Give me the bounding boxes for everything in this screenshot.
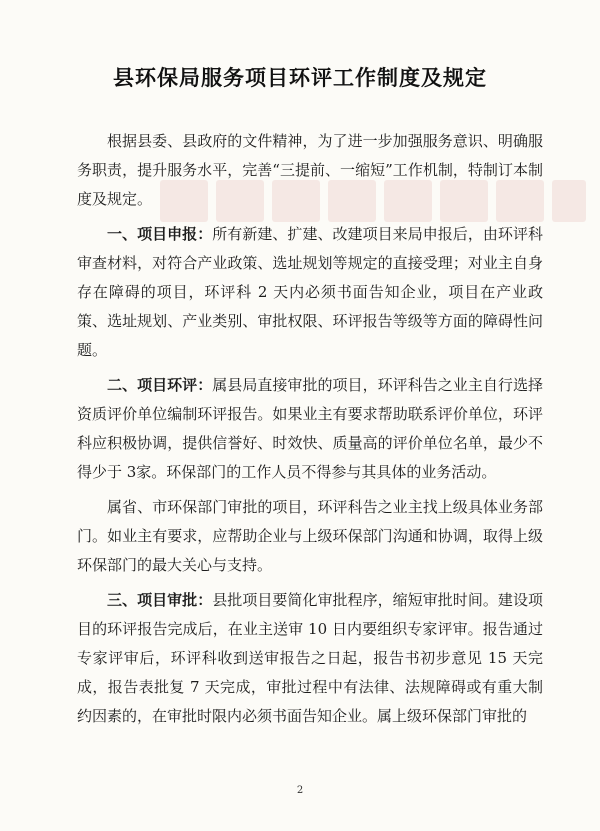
paragraph-text: 县批项目要简化审批程序，缩短审批时间。建设项目的环评报告完成后，在业主送审 10 日内要组织专家评审。报告通过专家评审后，环评科收到送审报告之日起，报告书初步意见 15 天完成，报告表批复 7 天完成，审批过程中有法律、法规障碍或有重大制约因素的，在审批时限内必须书面告知企业。属上级环保部门审批的 [77, 591, 543, 725]
paragraph-text: 属省、市环保部门审批的项目，环评科告之业主找上级具体业务部门。如业主有要求，应帮助企业与上级环保部门沟通和协调，取得上级环保部门的最大关心与支持。 [77, 498, 543, 574]
section-heading: 一、项目申报： [107, 225, 213, 243]
page-number: 2 [296, 785, 304, 796]
document-body [77, 127, 543, 731]
paragraph-text: 所有新建、扩建、改建项目来局申报后，由环评科审查材料，对符合产业政策、选址规划等规定的直接受理；对业主自身存在障碍的项目，环评科 2 天内必须书面告知企业，项目在产业政策、选址规划、产业类别、审批权限、环评报告等级等方面的障碍性问题。 [77, 225, 543, 359]
section-heading: 三、项目审批： [107, 591, 213, 609]
paragraph-text: 根据县委、县政府的文件精神，为了进一步加强服务意识、明确服务职责，提升服务水平，完善“三提前、一缩短”工作机制，特制订本制度及规定。 [77, 132, 543, 208]
paragraph-text: 属县局直接审批的项目，环评科告之业主自行选择资质评价单位编制环评报告。如果业主有要求帮助联系评价单位，环评科应积极协调，提供信誉好、时效快、质量高的评价单位名单，最少不得少于 3家。环保部门的工作人员不得参与其具体的业务活动。 [77, 376, 543, 481]
paragraph-intro [77, 127, 543, 214]
paragraph-provincial-projects [77, 493, 543, 580]
section-heading: 二、项目环评： [107, 376, 213, 394]
paragraph-project-application [77, 220, 543, 365]
document-title: 县环保局服务项目环评工作制度及规定 [113, 66, 487, 90]
paragraph-project-eia [77, 371, 543, 487]
paragraph-project-approval [77, 586, 543, 731]
